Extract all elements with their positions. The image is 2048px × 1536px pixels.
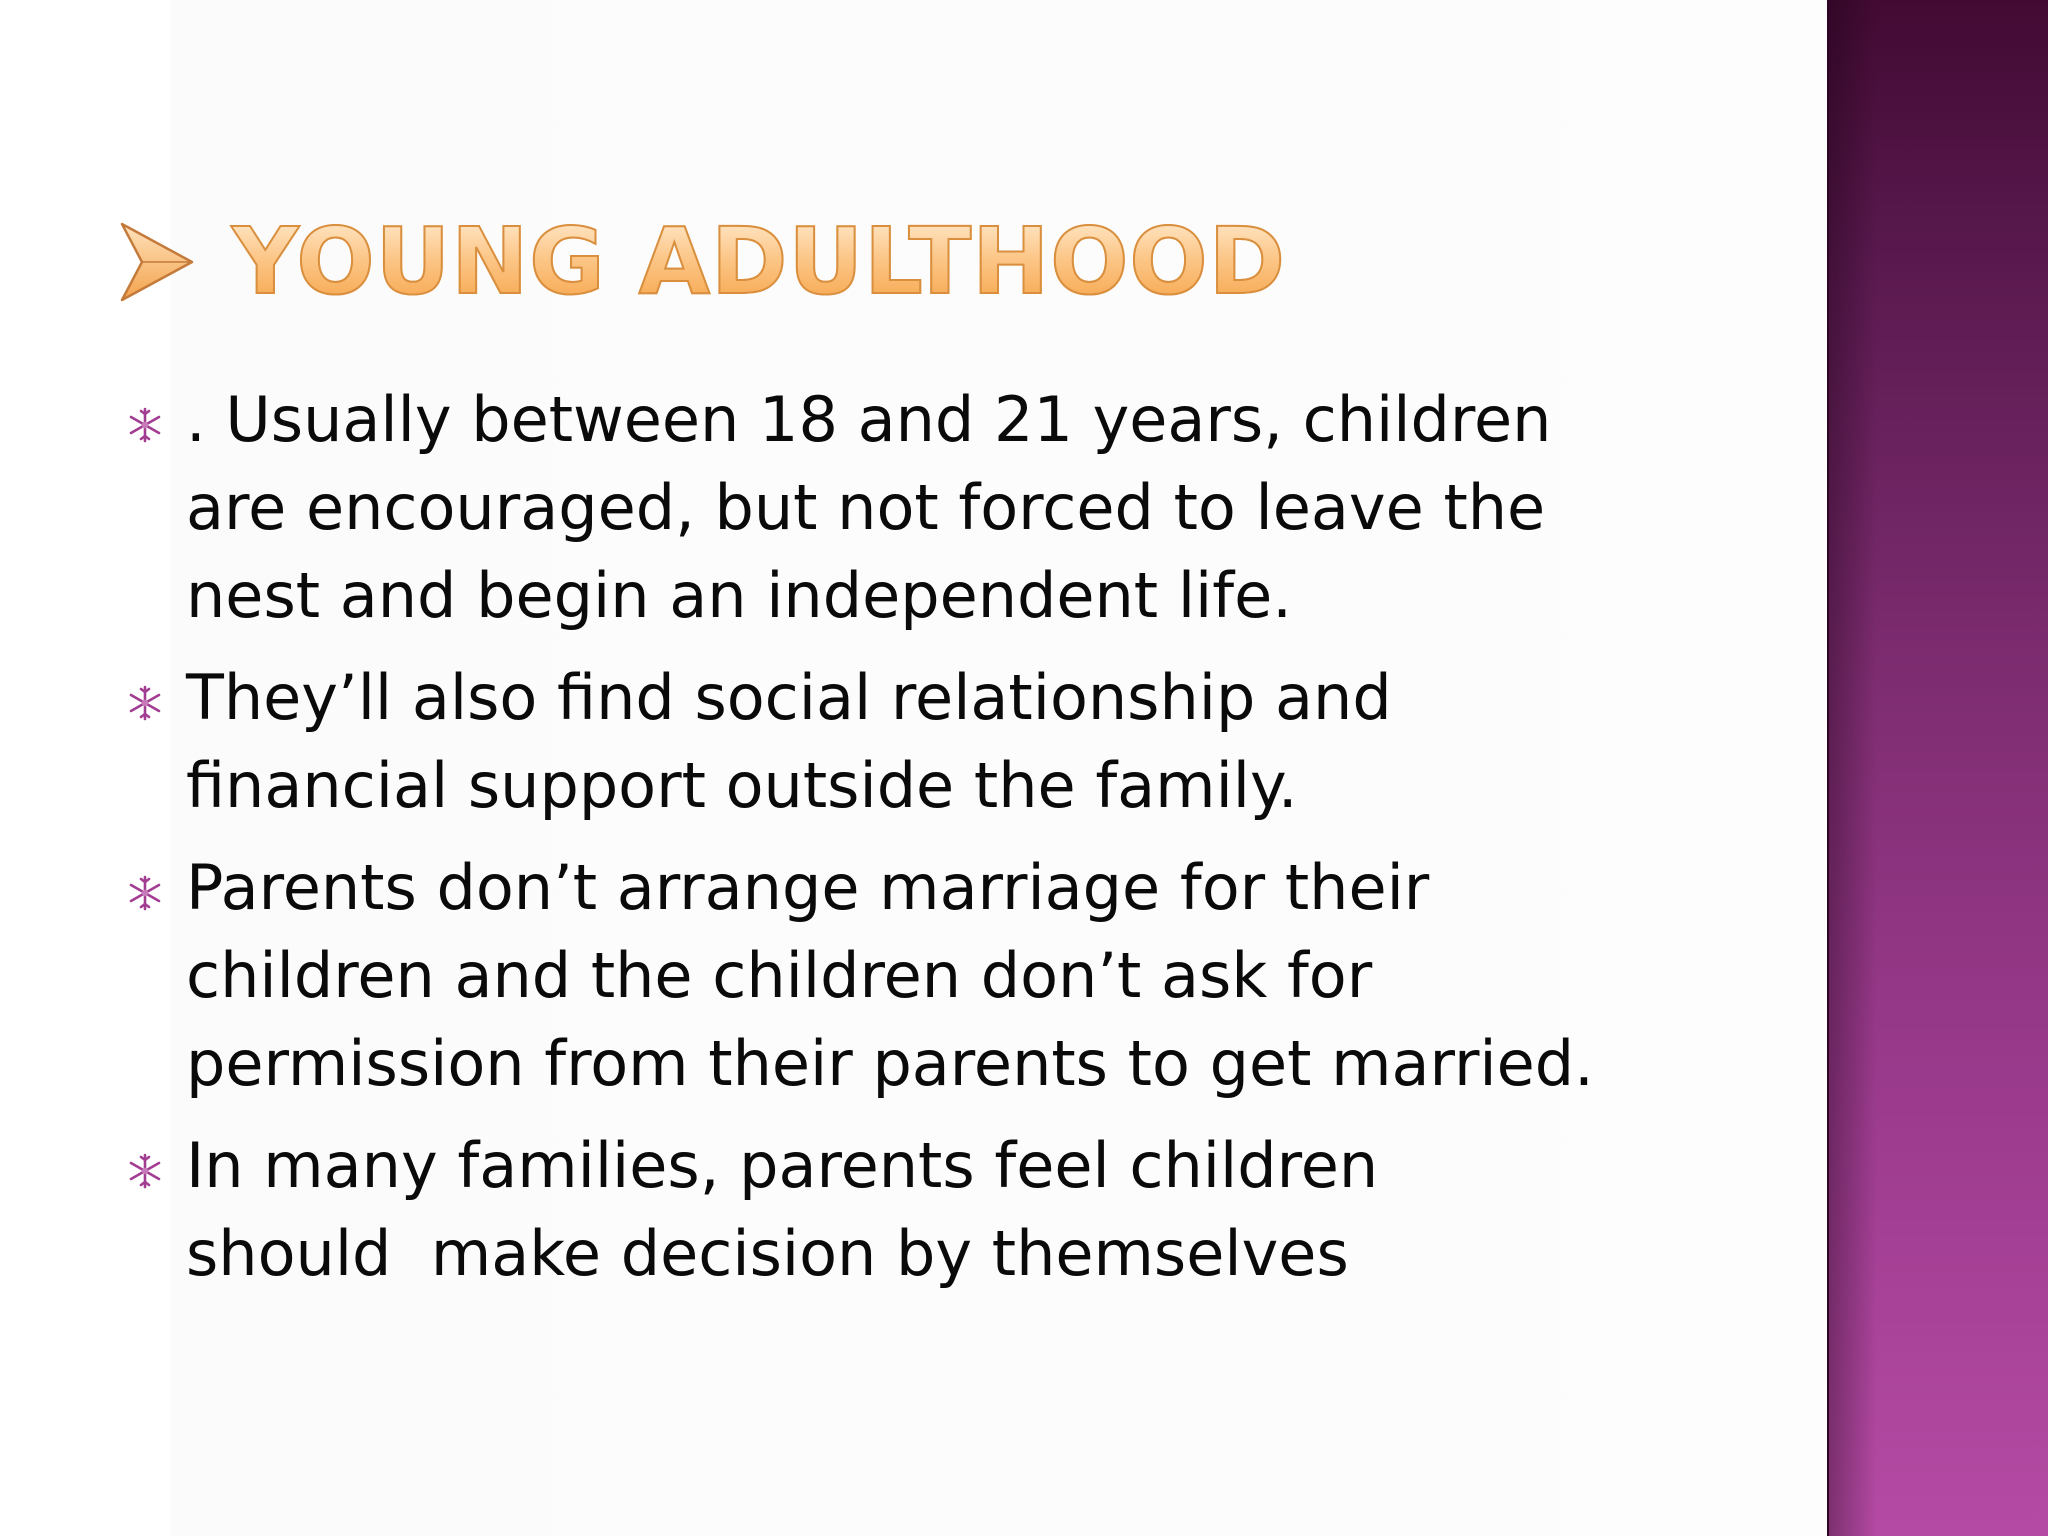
bullet-line: should make decision by themselves [186,1217,1349,1290]
list-item [126,844,1746,1108]
bullet-line: Parents don’t arrange marriage for their [186,851,1430,924]
bullet-line: . Usually between 18 and 21 years, children [186,383,1552,456]
bullet-text [186,376,1746,640]
title-row [118,208,1286,315]
bullet-line: permission from their parents to get married. [186,1027,1594,1100]
arrowhead-icon [118,220,196,304]
bullet-line: nest and begin an independent life. [186,559,1292,632]
bullet-text [186,844,1746,1108]
snowflake-icon [126,406,164,444]
snowflake-icon [126,684,164,722]
bullet-line: children and the children don’t ask for [186,939,1373,1012]
slide-title: YOUNG ADULTHOOD [232,208,1286,315]
bullet-line: They’ll also find social relationship and [186,661,1392,734]
bullet-line: In many families, parents feel children [186,1129,1379,1202]
bullet-line: financial support outside the family. [186,749,1298,822]
bullet-text [186,1122,1746,1298]
bullet-text [186,654,1746,830]
decorative-sidebar [1827,0,2048,1536]
snowflake-icon [126,874,164,912]
bullet-line: are encouraged, but not forced to leave the [186,471,1546,544]
snowflake-icon [126,1152,164,1190]
bullet-list [126,376,1746,1312]
list-item [126,1122,1746,1298]
list-item [126,376,1746,640]
list-item [126,654,1746,830]
